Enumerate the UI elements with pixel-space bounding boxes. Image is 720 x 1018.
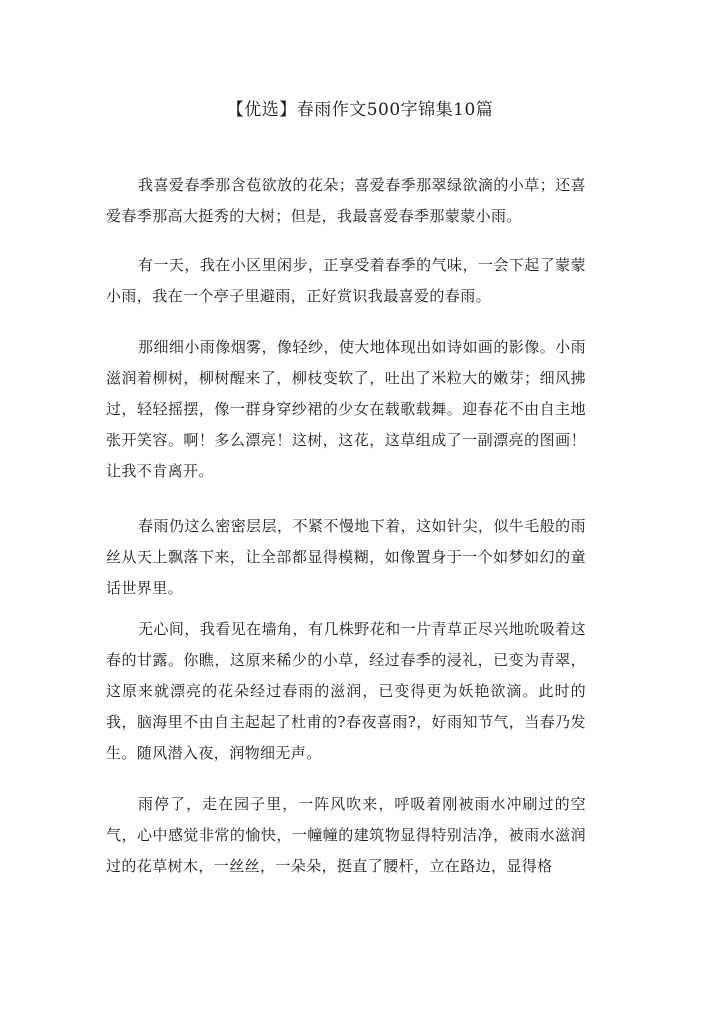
document-body <box>106 170 586 882</box>
paragraph: 无心间，我看见在墙角，有几株野花和一片青草正尽兴地吮吸着这春的甘露。你瞧，这原来稀少的小草，经过春季的浸礼，已变为青翠，这原来就漂亮的花朵经过春雨的滋润，已变得更为妖艳欲滴。此时的我，脑海里不由自主起起了杜甫的?春夜喜雨?，好雨知节气，当春乃发生。随风潜入夜，润物细无声。 <box>106 620 586 762</box>
paragraph: 雨停了，走在园子里，一阵风吹来，呼吸着刚被雨水冲刷过的空气，心中感觉非常的愉快，一幢幢的建筑物显得特别洁净，被雨水滋润过的花草树木，一丝丝，一朵朵，挺直了腰杆，立在路边，显得格 <box>106 795 586 875</box>
paragraph: 春雨仍这么密密层层，不紧不慢地下着，这如针尖，似牛毛般的雨丝从天上飘落下来，让全部都显得模糊，如像置身于一个如梦如幻的童话世界里。 <box>106 517 586 597</box>
paragraph: 我喜爱春季那含苞欲放的花朵；喜爱春季那翠绿欲滴的小草；还喜爱春季那高大挺秀的大树；但是，我最喜爱春季那蒙蒙小雨。 <box>106 176 586 225</box>
document-title: 【优选】春雨作文500字锦集10篇 <box>226 100 494 120</box>
paragraph: 那细细小雨像烟雾，像轻纱，使大地体现出如诗如画的影像。小雨滋润着柳树，柳树醒来了，柳枝变软了，吐出了米粒大的嫩芽；细风拂过，轻轻摇摆，像一群身穿纱裙的少女在载歌载舞。迎春花不由自主地张开笑容。啊！多么漂亮！这树，这花，这草组成了一副漂亮的图画！让我不肯离开。 <box>106 338 586 480</box>
paragraph: 有一天，我在小区里闲步，正享受着春季的气味，一会下起了蒙蒙小雨，我在一个亭子里避雨，正好赏识我最喜爱的春雨。 <box>106 256 586 305</box>
